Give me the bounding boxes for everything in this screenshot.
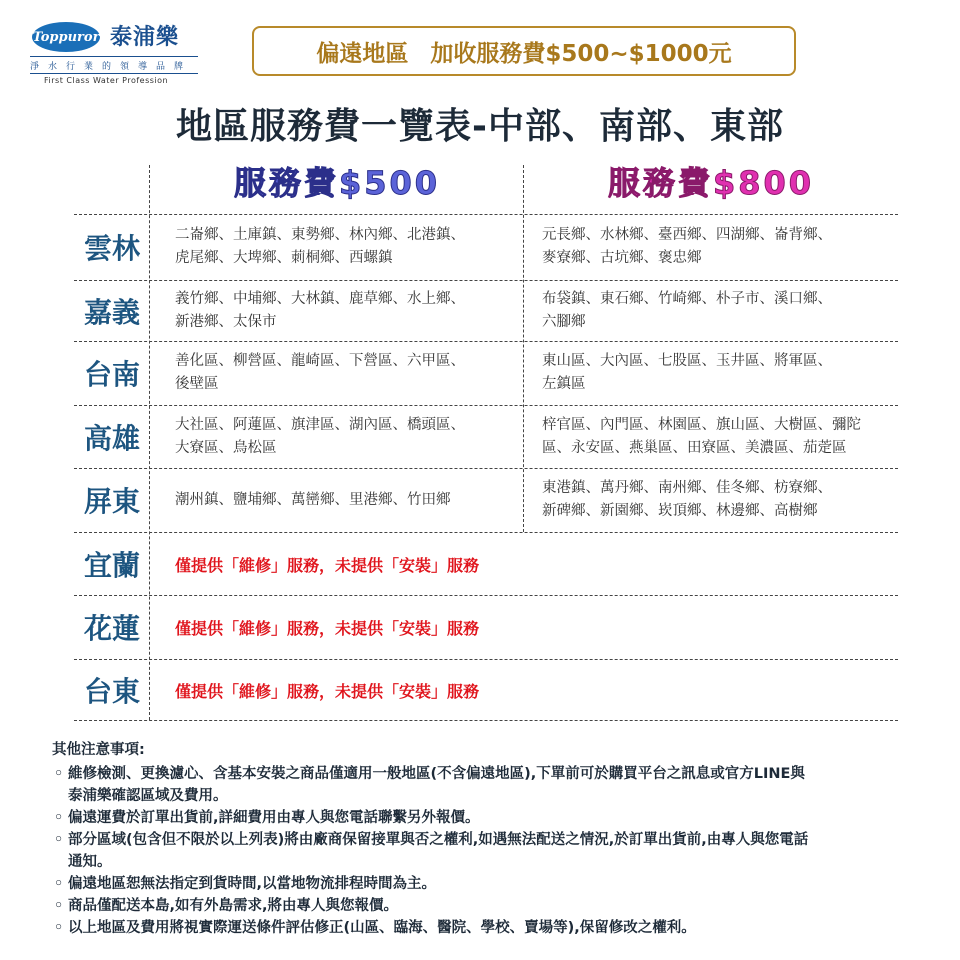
fee-500-areas: [175, 406, 465, 467]
bullet-icon: ◦: [54, 810, 64, 826]
fee-800-header: 服務費$800: [607, 164, 815, 202]
remote-surcharge-banner: [252, 26, 796, 76]
fee-500-header: 服務費$500: [233, 164, 441, 202]
fee-500-area-text: 義竹鄉、中埔鄉、大林鎮、鹿草鄉、水上鄉、 新港鄉、太保市: [175, 290, 465, 330]
logo-tagline: First Class Water Profession: [44, 76, 169, 85]
note-item: [52, 873, 932, 895]
note-text: 商品僅配送本島,如有外島需求,將由專人與您報價。: [68, 898, 399, 914]
notes-title: 其他注意事項:: [52, 742, 145, 758]
region-label: 雲林: [83, 232, 140, 265]
remote-banner-label: 偏遠地區: [316, 40, 409, 67]
note-item: [52, 829, 932, 873]
fee-800-areas: [542, 342, 832, 404]
note-item: [52, 807, 932, 829]
repair-only-note: 僅提供「維修」服務，未提供「安裝」服務: [175, 555, 480, 575]
fee-800-areas: [542, 469, 832, 531]
fee-800-area-text: 東港鎮、萬丹鄉、南州鄉、佳冬鄉、枋寮鄉、 新碑鄉、新園鄉、崁頂鄉、林邊鄉、高樹鄉: [542, 480, 832, 519]
fee-800-areas: [542, 406, 861, 467]
fee-800-area-text: 梓官區、內門區、林園區、旗山區、大樹區、彌陀 區、永安區、燕巢區、田寮區、美濃區、茄萣區: [542, 416, 861, 456]
fee-500-areas: [175, 342, 465, 404]
logo-slogan: 淨水行業的領導品牌: [30, 62, 193, 72]
fee-800-area-text: 布袋鎮、東石鄉、竹崎鄉、朴子市、溪口鄉、 六腳鄉: [542, 290, 832, 330]
region-label: 嘉義: [83, 295, 140, 329]
table-row-divider: [74, 532, 898, 533]
table-row-divider: [74, 595, 898, 596]
region-label: 台南: [83, 358, 140, 391]
note-text: 維修檢測、更換濾心、含基本安裝之商品僅適用一般地區(不含偏遠地區),下單前可於購買平台之訊息或官方LINE與 泰浦樂確認區域及費用。: [68, 766, 805, 804]
region-label: 高雄: [83, 421, 140, 455]
fee-500-area-text: 二崙鄉、土庫鎮、東勢鄉、林內鄉、北港鎮、 虎尾鄉、大埤鄉、莿桐鄉、西螺鎮: [175, 227, 465, 266]
bullet-icon: ◦: [54, 876, 64, 892]
fee-500-area-text: 大社區、阿蓮區、旗津區、湖內區、橋頭區、 大寮區、鳥松區: [175, 416, 465, 456]
fee-500-areas: [175, 281, 465, 340]
fee-800-area-text: 元長鄉、水林鄉、臺西鄉、四湖鄉、崙背鄉、 麥寮鄉、古坑鄉、褒忠鄉: [542, 227, 832, 266]
fee-500-area-text: 善化區、柳營區、龍崎區、下營區、六甲區、 後壁區: [175, 353, 465, 392]
logo-mark: Toppuror: [32, 22, 100, 52]
region-label: 台東: [83, 674, 140, 708]
note-text: 部分區域(包含但不限於以上列表)將由廠商保留接單與否之權利,如遇無法配送之情況,於訂單出貨前,由專人與您電話 通知。: [68, 832, 809, 870]
table-row-divider: [74, 720, 898, 721]
notes-list: [52, 763, 932, 939]
region-label: 屏東: [83, 485, 140, 518]
bullet-icon: ◦: [54, 832, 64, 848]
region-label: 花蓮: [83, 612, 140, 645]
table-column-divider: [523, 165, 524, 532]
logo-divider: [30, 73, 198, 74]
note-text: 以上地區及費用將視實際運送條件評估修正(山區、臨海、醫院、學校、賣場等),保留修改之權利。: [68, 920, 696, 936]
repair-only-note: 僅提供「維修」服務，未提供「安裝」服務: [175, 681, 480, 701]
fee-800-areas: [542, 215, 832, 279]
fee-500-areas: [175, 469, 451, 531]
remote-banner-fee: 加收服務費$500~$1000元: [430, 40, 732, 67]
region-label: 宜蘭: [83, 548, 140, 582]
note-text: 偏遠地區恕無法指定到貨時間,以當地物流排程時間為主。: [68, 876, 437, 892]
notes-section: [52, 738, 932, 939]
note-item: [52, 917, 932, 939]
fee-800-areas: [542, 281, 832, 340]
page-title: 地區服務費一覽表-中部、南部、東部: [176, 106, 784, 147]
fee-500-area-text: 潮州鎮、鹽埔鄉、萬巒鄉、里港鄉、竹田鄉: [175, 491, 451, 508]
fee-500-areas: [175, 215, 465, 279]
fee-800-area-text: 東山區、大內區、七股區、玉井區、將軍區、 左鎮區: [542, 353, 832, 392]
bullet-icon: ◦: [54, 898, 64, 914]
note-item: [52, 895, 932, 917]
table-row-divider: [74, 659, 898, 660]
logo-divider: [30, 56, 198, 57]
logo-brand-name: 泰浦樂: [110, 25, 180, 50]
note-item: [52, 763, 932, 807]
brand-logo: [30, 18, 205, 90]
repair-only-note: 僅提供「維修」服務，未提供「安裝」服務: [175, 619, 480, 638]
bullet-icon: ◦: [54, 920, 64, 936]
bullet-icon: ◦: [54, 766, 64, 782]
note-text: 偏遠運費於訂單出貨前,詳細費用由專人與您電話聯繫另外報價。: [68, 810, 480, 826]
